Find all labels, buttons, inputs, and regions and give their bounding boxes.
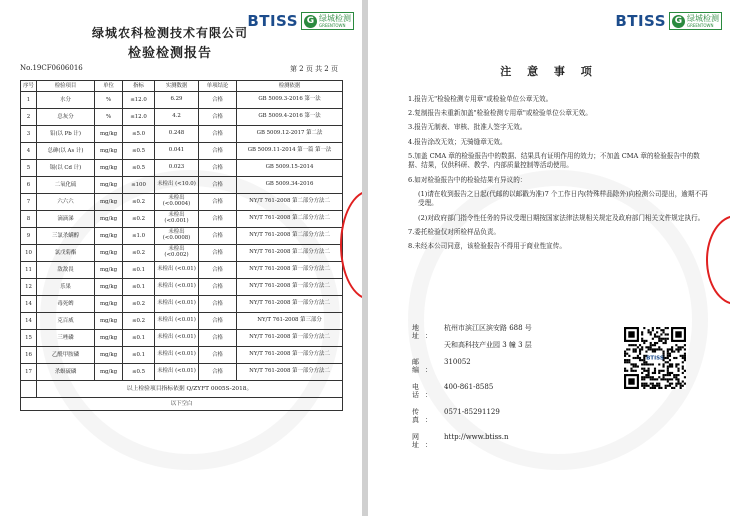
notice-sub-item: (2)对政府部门指令性任务的异议受理日期按国家法律法规相关规定及政府部门相关文件规定执行。 <box>418 213 705 222</box>
cell-value: 0.041 <box>155 143 199 160</box>
zip-value: 310052 <box>444 358 471 366</box>
page-number: 第 2 页 共 2 页 <box>289 65 338 73</box>
table-row <box>21 347 343 364</box>
table-row <box>21 143 343 160</box>
logo-en-text-right: GREENTOWN <box>687 23 714 28</box>
cell-result: 合格 <box>199 194 237 211</box>
notice-item: 1.报告无"检验检测专用章"或检验单位公章无效。 <box>408 95 553 103</box>
table-row <box>21 160 343 177</box>
cell-value: 未检出 (<0.01) <box>155 364 199 381</box>
cell-method: GB 5009.4-2016 第一法 <box>237 109 343 126</box>
cell-value: 未检出 (<0.0008) <box>155 228 199 245</box>
cell-item: 二氧化硫 <box>37 177 95 194</box>
contact-phone <box>412 383 532 399</box>
table-end-row <box>21 398 343 411</box>
table-row <box>21 279 343 296</box>
note-blank-cell <box>21 381 37 398</box>
cell-value: 未检出 (<0.01) <box>155 313 199 330</box>
header-result: 单项结论 <box>199 81 237 92</box>
cell-limit: ≤12.0 <box>123 109 155 126</box>
cell-result: 合格 <box>199 296 237 313</box>
cell-no: 11 <box>21 262 37 279</box>
contact-address <box>412 324 532 349</box>
cell-unit: mg/kg <box>95 364 123 381</box>
cell-limit: ≤0.2 <box>123 194 155 211</box>
address-line1: 杭州市滨江区滨安路 688 号 <box>444 324 532 332</box>
header-value: 实测数据 <box>155 81 199 92</box>
fax-label: 传真： <box>412 408 438 424</box>
cell-item: 乐果 <box>37 279 95 296</box>
table-end-text: 以下空白 <box>21 398 343 411</box>
cell-method: NY/T 761-2008 第一部分方法二 <box>237 279 343 296</box>
cell-limit: ≤0.1 <box>123 330 155 347</box>
logo-en-text: GREENTOWN <box>319 23 346 28</box>
cell-method: NY/T 761-2008 第一部分方法二 <box>237 347 343 364</box>
contact-zip <box>412 358 532 374</box>
header-limit: 指标 <box>123 81 155 92</box>
cell-unit: mg/kg <box>95 228 123 245</box>
logo-cn-text: 绿城检测 <box>319 14 351 23</box>
cell-limit: ≤0.2 <box>123 211 155 228</box>
cell-method: NY/T 761-2008 第二部分方法二 <box>237 245 343 262</box>
cell-value: 0.023 <box>155 160 199 177</box>
cell-result: 合格 <box>199 160 237 177</box>
table-row <box>21 364 343 381</box>
table-row <box>21 330 343 347</box>
cell-no: 15 <box>21 330 37 347</box>
cell-no: 4 <box>21 143 37 160</box>
cell-method: NY/T 761-2008 第一部分方法二 <box>237 262 343 279</box>
cell-limit: ≤0.5 <box>123 364 155 381</box>
phone-label: 电话： <box>412 383 438 399</box>
cell-item: 杀螟硫磷 <box>37 364 95 381</box>
cell-unit: mg/kg <box>95 143 123 160</box>
cell-limit: ≤100 <box>123 177 155 194</box>
cell-result: 合格 <box>199 245 237 262</box>
cell-limit: ≤1.0 <box>123 228 155 245</box>
logo-cn-text-right: 绿城检测 <box>687 14 719 23</box>
greentown-icon: G <box>304 15 317 28</box>
table-row <box>21 194 343 211</box>
cell-method: NY/T 761-2008 第二部分方法二 <box>237 194 343 211</box>
table-row <box>21 109 343 126</box>
cell-no: 12 <box>21 279 37 296</box>
cell-limit: ≤12.0 <box>123 92 155 109</box>
cell-method: GB 5009.12-2017 第二法 <box>237 126 343 143</box>
notice-list <box>408 95 708 256</box>
cell-value: 未检出 (<0.01) <box>155 347 199 364</box>
logo-btiss-text: BTISS <box>247 12 298 30</box>
cell-unit: % <box>95 109 123 126</box>
cell-no: 3 <box>21 126 37 143</box>
results-table <box>20 80 343 411</box>
table-header-row <box>21 81 343 92</box>
cell-item: 三氯杀螨醇 <box>37 228 95 245</box>
cell-no: 14 <box>21 313 37 330</box>
brand-logo-right <box>615 12 722 30</box>
address-label: 地址： <box>412 324 438 340</box>
cell-limit: ≤0.5 <box>123 160 155 177</box>
cell-item: 敌敌畏 <box>37 262 95 279</box>
header-method: 检测依据 <box>237 81 343 92</box>
table-note-row <box>21 381 343 398</box>
contact-fax <box>412 408 532 424</box>
cell-item: 氯戊菊酯 <box>37 245 95 262</box>
report-page-left <box>0 0 362 516</box>
cell-method: GB 5009.3-2016 第一法 <box>237 92 343 109</box>
cell-no: 7 <box>21 194 37 211</box>
table-row <box>21 126 343 143</box>
cell-item: 毒死蜱 <box>37 296 95 313</box>
cell-unit: mg/kg <box>95 211 123 228</box>
cell-limit: ≤0.5 <box>123 143 155 160</box>
cell-limit: ≤0.1 <box>123 279 155 296</box>
contact-web <box>412 433 532 449</box>
cell-limit: ≤0.2 <box>123 296 155 313</box>
cell-method: NY/T 761-2008 第三部分 <box>237 313 343 330</box>
cell-item: 三唑磷 <box>37 330 95 347</box>
notice-item: 8.未经本公司同意，该检验报告不得用于商业性宣传。 <box>408 241 566 250</box>
notice-title: 注 意 事 项 <box>500 65 598 78</box>
cell-item: 镉(以 Cd 计) <box>37 160 95 177</box>
cell-unit: mg/kg <box>95 347 123 364</box>
report-title: 检验检测报告 <box>127 46 212 61</box>
cell-limit: ≤5.0 <box>123 126 155 143</box>
cell-result: 合格 <box>199 143 237 160</box>
cell-result: 合格 <box>199 262 237 279</box>
cell-unit: % <box>95 92 123 109</box>
header-item: 检验项目 <box>37 81 95 92</box>
cell-item: 总灰分 <box>37 109 95 126</box>
cell-unit: mg/kg <box>95 177 123 194</box>
company-name: 绿城农科检测技术有限公司 <box>91 26 248 40</box>
cell-method: GB 5009.34-2016 <box>237 177 343 194</box>
notice-item: 6.如对检验报告中的检验结果有异议的： <box>408 175 527 184</box>
cell-no: 10 <box>21 245 37 262</box>
cell-method: GB 5009.11-2014 第一篇 第一法 <box>237 143 343 160</box>
red-stamp-right <box>706 215 730 305</box>
cell-result: 合格 <box>199 228 237 245</box>
cell-unit: mg/kg <box>95 313 123 330</box>
cell-value: 未检出 (<0.01) <box>155 279 199 296</box>
cell-value: 0.248 <box>155 126 199 143</box>
notice-item: 7.委托检验仅对所检样品负责。 <box>408 227 501 236</box>
report-number: No.19CF0606016 <box>20 64 83 72</box>
zip-label: 邮编： <box>412 358 438 374</box>
cell-item: 乙酰甲胺磷 <box>37 347 95 364</box>
cell-result: 合格 <box>199 364 237 381</box>
cell-result: 合格 <box>199 211 237 228</box>
cell-unit: mg/kg <box>95 194 123 211</box>
cell-result: 合格 <box>199 313 237 330</box>
cell-value: 未检出 (<10.0) <box>155 177 199 194</box>
notice-item: 3.报告无制表、审核、批准人签字无效。 <box>408 123 527 132</box>
cell-result: 合格 <box>199 347 237 364</box>
cell-item: 克百威 <box>37 313 95 330</box>
table-row <box>21 92 343 109</box>
qr-code-icon <box>624 327 686 389</box>
header-unit: 单位 <box>95 81 123 92</box>
cell-no: 16 <box>21 347 37 364</box>
cell-method: GB 5009.15-2014 <box>237 160 343 177</box>
table-row <box>21 313 343 330</box>
web-label: 网址： <box>412 433 438 449</box>
cell-value: 6.29 <box>155 92 199 109</box>
cell-value: 未检出 (<0.01) <box>155 330 199 347</box>
cell-no: 14 <box>21 296 37 313</box>
cell-result: 合格 <box>199 126 237 143</box>
cell-limit: ≤0.2 <box>123 245 155 262</box>
table-note: 以上检验项目指标依据 Q/ZYFT 0005S-2018。 <box>37 381 343 398</box>
cell-limit: ≤0.2 <box>123 313 155 330</box>
cell-result: 合格 <box>199 279 237 296</box>
report-page-right <box>368 0 730 516</box>
cell-value: 未检出 (<0.002) <box>155 245 199 262</box>
cell-no: 1 <box>21 92 37 109</box>
cell-limit: ≤0.1 <box>123 347 155 364</box>
table-row <box>21 296 343 313</box>
cell-result: 合格 <box>199 92 237 109</box>
cell-method: NY/T 761-2008 第一部分方法二 <box>237 330 343 347</box>
table-row <box>21 228 343 245</box>
cell-result: 合格 <box>199 109 237 126</box>
cell-item: 铅(以 Pb 计) <box>37 126 95 143</box>
cell-value: 4.2 <box>155 109 199 126</box>
cell-no: 17 <box>21 364 37 381</box>
cell-unit: mg/kg <box>95 160 123 177</box>
phone-value: 400-861-8585 <box>444 383 494 391</box>
contact-info <box>412 324 532 458</box>
cell-value: 未检出 (<0.0004) <box>155 194 199 211</box>
cell-method: NY/T 761-2008 第一部分方法二 <box>237 296 343 313</box>
fax-value: 0571-85291129 <box>444 408 500 416</box>
cell-item: 水分 <box>37 92 95 109</box>
logo-btiss-text-right: BTISS <box>615 12 666 30</box>
cell-value: 未检出 (<0.01) <box>155 262 199 279</box>
cell-method: NY/T 761-2008 第一部分方法二 <box>237 364 343 381</box>
header-no: 序号 <box>21 81 37 92</box>
notice-item: 4.报告涂改无效；无骑缝章无效。 <box>408 137 507 146</box>
cell-unit: mg/kg <box>95 296 123 313</box>
greentown-icon-right: G <box>672 15 685 28</box>
web-value: http://www.btiss.n <box>444 433 509 441</box>
table-row <box>21 177 343 194</box>
cell-no: 2 <box>21 109 37 126</box>
cell-item: 滴滴涕 <box>37 211 95 228</box>
cell-no: 9 <box>21 228 37 245</box>
table-row <box>21 211 343 228</box>
cell-result: 合格 <box>199 177 237 194</box>
address-line2: 天和高科技产业园 3 幢 3 层 <box>444 341 532 349</box>
qr-logo-text: BTISS <box>646 355 664 362</box>
table-row <box>21 245 343 262</box>
cell-no: 5 <box>21 160 37 177</box>
greentown-logo-right <box>669 12 722 30</box>
cell-value: 未检出 (<0.001) <box>155 211 199 228</box>
notice-sub-item: (1)请在收到报告之日起(代邮的以邮戳为准)7 个工作日内(特殊样品除外)向检测公司提出，逾期不再受理。 <box>418 189 708 208</box>
cell-item: 六六六 <box>37 194 95 211</box>
cell-no: 6 <box>21 177 37 194</box>
cell-method: NY/T 761-2008 第二部分方法二 <box>237 228 343 245</box>
cell-unit: mg/kg <box>95 126 123 143</box>
red-stamp-left <box>340 190 362 300</box>
notice-item: 5.加盖 CMA 章的检验报告中的数据、结果具有证明作用的效力；不加盖 CMA 章的检验报告中的数据、结果，仅供科研、教学、内部质量控制等活动使用。 <box>408 151 700 170</box>
cell-method: NY/T 761-2008 第二部分方法二 <box>237 211 343 228</box>
cell-value: 未检出 (<0.01) <box>155 296 199 313</box>
cell-limit: ≤0.1 <box>123 262 155 279</box>
cell-no: 8 <box>21 211 37 228</box>
notice-item: 2.复制报告未重新加盖"检验检测专用章"或检验单位公章无效。 <box>408 109 592 118</box>
cell-unit: mg/kg <box>95 262 123 279</box>
cell-unit: mg/kg <box>95 245 123 262</box>
cell-item: 总砷(以 As 计) <box>37 143 95 160</box>
table-row <box>21 262 343 279</box>
cell-result: 合格 <box>199 330 237 347</box>
cell-unit: mg/kg <box>95 279 123 296</box>
cell-unit: mg/kg <box>95 330 123 347</box>
